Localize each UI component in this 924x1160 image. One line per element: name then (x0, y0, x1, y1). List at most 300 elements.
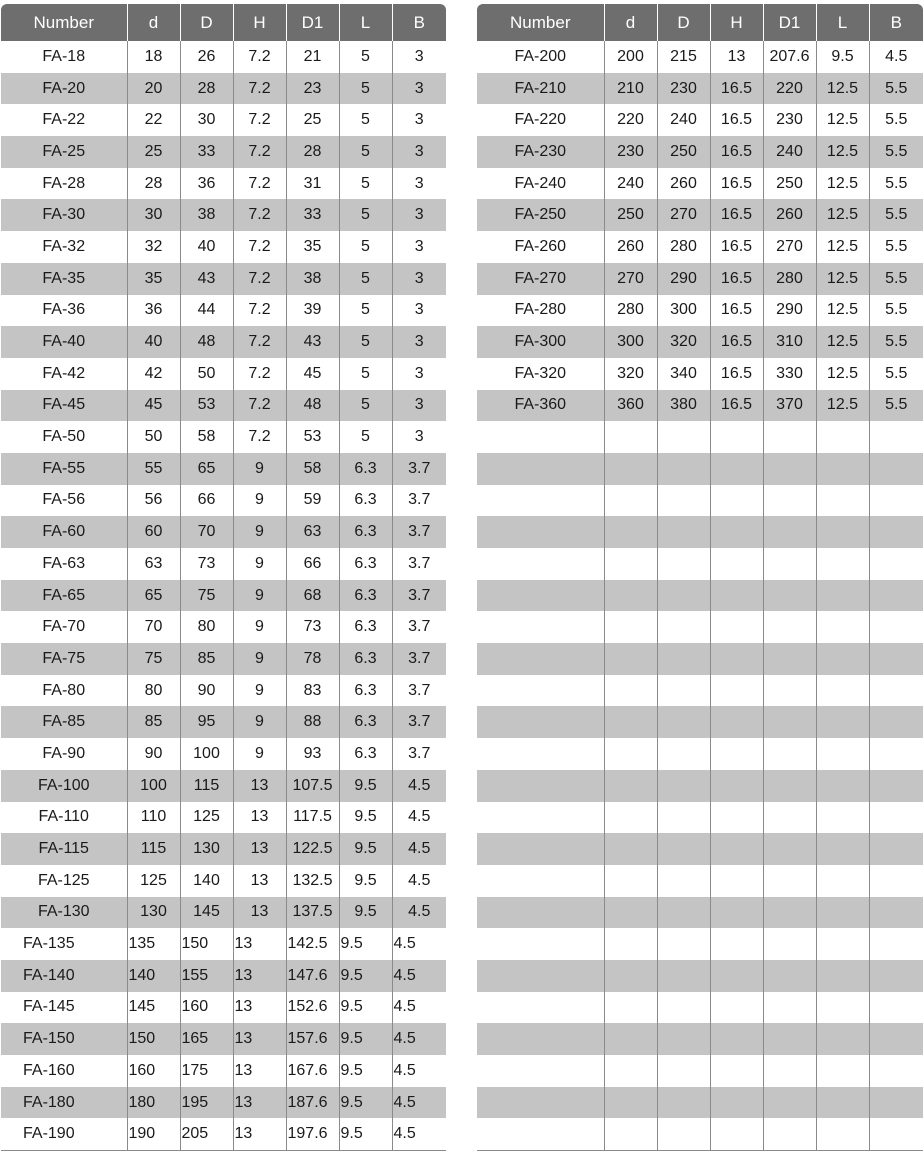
cell-outer-d (657, 1055, 710, 1087)
cell-l (816, 833, 869, 865)
table-row (1, 104, 446, 136)
table-row (1, 1055, 446, 1087)
cell-outer-d: 30 (180, 104, 233, 136)
cell-b (869, 802, 923, 834)
cell-b: 3 (392, 73, 446, 105)
cell-h: 9 (233, 453, 286, 485)
cell-b: 4.5 (392, 960, 446, 992)
spec-table-left (1, 4, 446, 1151)
cell-outer-d: 340 (657, 358, 710, 390)
cell-number: FA-160 (23, 1061, 75, 1079)
cell-b: 3 (392, 263, 446, 295)
cell-number: FA-55 (1, 453, 127, 485)
cell-d: 300 (604, 326, 657, 358)
cell-d: 90 (127, 738, 180, 770)
cell-outer-d: 260 (657, 168, 710, 200)
cell-h: 16.5 (710, 390, 763, 422)
cell-b: 3 (392, 421, 446, 453)
cell-d1: 63 (286, 516, 339, 548)
cell-d: 270 (604, 263, 657, 295)
table-row (1, 611, 446, 643)
cell-b (869, 643, 923, 675)
table-row (1, 548, 446, 580)
cell-number (477, 928, 604, 960)
cell-d1: 38 (286, 263, 339, 295)
cell-d: 55 (127, 453, 180, 485)
cell-outer-d: 270 (657, 199, 710, 231)
cell-d (604, 1118, 657, 1150)
table-row-empty (477, 580, 923, 612)
cell-b (869, 421, 923, 453)
cell-outer-d (657, 928, 710, 960)
cell-number: FA-85 (1, 706, 127, 738)
cell-l (816, 643, 869, 675)
cell-d: 190 (127, 1118, 180, 1150)
cell-number: FA-145 (23, 998, 75, 1016)
cell-outer-d (657, 770, 710, 802)
cell-number: FA-75 (1, 643, 127, 675)
table-row (477, 390, 923, 422)
cell-number (477, 1087, 604, 1119)
table-row (1, 960, 446, 992)
cell-d1 (763, 548, 816, 580)
table-row (1, 231, 446, 263)
cell-h: 13 (233, 897, 286, 929)
cell-d1: 93 (286, 738, 339, 770)
cell-d: 42 (127, 358, 180, 390)
cell-d: 200 (604, 41, 657, 73)
cell-b: 4.5 (869, 41, 923, 73)
table-row (477, 199, 923, 231)
cell-outer-d: 205 (180, 1118, 233, 1150)
table-row-empty (477, 706, 923, 738)
cell-l: 5 (339, 73, 392, 105)
cell-d1 (763, 770, 816, 802)
table-row-empty (477, 802, 923, 834)
cell-d1 (763, 1055, 816, 1087)
table-row-empty (477, 897, 923, 929)
cell-d: 160 (127, 1055, 180, 1087)
cell-b: 3.7 (392, 675, 446, 707)
cell-d: 56 (127, 485, 180, 517)
cell-h (710, 1118, 763, 1150)
cell-h: 9 (233, 516, 286, 548)
cell-d1: 117.5 (286, 802, 339, 834)
cell-h: 13 (233, 865, 286, 897)
cell-outer-d: 38 (180, 199, 233, 231)
cell-d: 360 (604, 390, 657, 422)
cell-l: 9.5 (339, 1118, 392, 1150)
cell-l: 6.3 (339, 485, 392, 517)
cell-h: 7.2 (233, 73, 286, 105)
cell-d1: 43 (286, 326, 339, 358)
cell-d1: 370 (763, 390, 816, 422)
cell-outer-d: 43 (180, 263, 233, 295)
cell-h: 16.5 (710, 199, 763, 231)
cell-d1: 59 (286, 485, 339, 517)
cell-number (477, 802, 604, 834)
cell-number (477, 706, 604, 738)
cell-outer-d: 80 (180, 611, 233, 643)
cell-l: 9.5 (816, 41, 869, 73)
cell-number (477, 833, 604, 865)
cell-outer-d: 280 (657, 231, 710, 263)
cell-outer-d: 58 (180, 421, 233, 453)
cell-l (816, 421, 869, 453)
cell-b: 5.5 (869, 358, 923, 390)
cell-l (816, 802, 869, 834)
cell-l (816, 992, 869, 1024)
table-row (1, 421, 446, 453)
cell-d1: 33 (286, 199, 339, 231)
cell-l: 12.5 (816, 104, 869, 136)
cell-h: 13 (233, 1055, 286, 1087)
cell-d1 (763, 516, 816, 548)
cell-number: FA-28 (42, 174, 86, 192)
cell-b: 4.5 (392, 1023, 446, 1055)
cell-d (604, 675, 657, 707)
cell-h (710, 992, 763, 1024)
cell-l: 9.5 (339, 1023, 392, 1055)
cell-outer-d (657, 897, 710, 929)
cell-l: 9.5 (339, 960, 392, 992)
cell-d: 320 (604, 358, 657, 390)
cell-b: 5.5 (869, 136, 923, 168)
cell-l: 9.5 (339, 1055, 392, 1087)
cell-h: 9 (233, 580, 286, 612)
cell-l: 9.5 (339, 770, 392, 802)
cell-d1: 39 (286, 295, 339, 327)
cell-outer-d (657, 865, 710, 897)
cell-number: FA-270 (477, 263, 604, 295)
cell-h (710, 1087, 763, 1119)
cell-d1: 330 (763, 358, 816, 390)
cell-outer-d: 115 (180, 770, 233, 802)
cell-d1 (763, 833, 816, 865)
table-row (1, 136, 446, 168)
cell-d1: 197.6 (286, 1118, 339, 1150)
cell-outer-d: 100 (180, 738, 233, 770)
cell-d: 230 (604, 136, 657, 168)
table-row (1, 833, 446, 865)
cell-l (816, 580, 869, 612)
cell-l: 5 (339, 390, 392, 422)
cell-d1: 310 (763, 326, 816, 358)
cell-l: 6.3 (339, 516, 392, 548)
cell-d1: 107.5 (286, 770, 339, 802)
cell-l: 6.3 (339, 675, 392, 707)
cell-number: FA-140 (1, 960, 127, 992)
cell-b (869, 897, 923, 929)
table-row (1, 263, 446, 295)
table-row-empty (477, 1118, 923, 1150)
cell-h: 7.2 (233, 421, 286, 453)
cell-b (869, 770, 923, 802)
cell-b: 3 (392, 199, 446, 231)
column-header-d1: D1 (763, 4, 816, 41)
cell-d1: 280 (763, 263, 816, 295)
cell-d (604, 706, 657, 738)
cell-d: 260 (604, 231, 657, 263)
cell-number: FA-110 (38, 808, 89, 826)
cell-l (816, 485, 869, 517)
cell-h: 9 (233, 485, 286, 517)
cell-number (477, 580, 604, 612)
cell-l: 5 (339, 421, 392, 453)
table-row (1, 73, 446, 105)
cell-b: 4.5 (392, 1087, 446, 1119)
cell-d1: 83 (286, 675, 339, 707)
cell-number (477, 960, 604, 992)
cell-l: 12.5 (816, 231, 869, 263)
cell-outer-d: 26 (180, 41, 233, 73)
cell-b (869, 516, 923, 548)
cell-outer-d: 130 (180, 833, 233, 865)
table-header-row (477, 4, 923, 41)
cell-l: 12.5 (816, 326, 869, 358)
cell-b: 5.5 (869, 390, 923, 422)
cell-h: 13 (233, 960, 286, 992)
cell-d1: 45 (286, 358, 339, 390)
cell-number: FA-60 (1, 516, 127, 548)
cell-b: 3.7 (392, 611, 446, 643)
cell-h (710, 1023, 763, 1055)
cell-b (869, 580, 923, 612)
cell-number (477, 675, 604, 707)
table-row (477, 136, 923, 168)
cell-d1: 137.5 (286, 897, 339, 929)
cell-outer-d: 380 (657, 390, 710, 422)
cell-l: 9.5 (339, 1087, 392, 1119)
cell-outer-d: 215 (657, 41, 710, 73)
cell-b: 3 (392, 326, 446, 358)
cell-b: 3.7 (392, 485, 446, 517)
column-header-number: Number (1, 4, 127, 41)
cell-l: 9.5 (339, 802, 392, 834)
cell-number: FA-42 (42, 364, 86, 382)
cell-h: 16.5 (710, 104, 763, 136)
cell-h (710, 770, 763, 802)
table-row (477, 326, 923, 358)
cell-b (869, 485, 923, 517)
cell-d (604, 928, 657, 960)
cell-outer-d: 53 (180, 390, 233, 422)
cell-d: 70 (127, 611, 180, 643)
cell-h: 7.2 (233, 136, 286, 168)
cell-b: 3 (392, 104, 446, 136)
table-row (477, 73, 923, 105)
cell-d1 (763, 1118, 816, 1150)
cell-b: 3 (392, 168, 446, 200)
cell-d: 250 (604, 199, 657, 231)
cell-b (869, 960, 923, 992)
table-row (1, 199, 446, 231)
cell-b (869, 548, 923, 580)
table-row (1, 865, 446, 897)
cell-number: FA-56 (42, 491, 86, 509)
table-row (477, 168, 923, 200)
cell-d (604, 992, 657, 1024)
cell-b: 5.5 (869, 73, 923, 105)
cell-d (604, 1087, 657, 1119)
cell-h: 16.5 (710, 326, 763, 358)
cell-h: 13 (233, 833, 286, 865)
cell-d: 30 (127, 199, 180, 231)
cell-l: 5 (339, 295, 392, 327)
cell-d1 (763, 992, 816, 1024)
cell-b (869, 1087, 923, 1119)
cell-d1: 230 (763, 104, 816, 136)
cell-b: 5.5 (869, 199, 923, 231)
cell-outer-d: 155 (180, 960, 233, 992)
cell-l (816, 706, 869, 738)
cell-l (816, 770, 869, 802)
cell-d: 150 (127, 1023, 180, 1055)
cell-d: 40 (127, 326, 180, 358)
cell-outer-d (657, 453, 710, 485)
cell-b: 4.5 (392, 802, 446, 834)
cell-outer-d: 125 (180, 802, 233, 834)
cell-d1 (763, 675, 816, 707)
table-row-empty (477, 1023, 923, 1055)
cell-number: FA-20 (1, 73, 127, 105)
cell-number: FA-22 (42, 111, 86, 129)
table-row-empty (477, 421, 923, 453)
cell-d (604, 611, 657, 643)
table-row (1, 453, 446, 485)
cell-number (477, 643, 604, 675)
cell-d: 36 (127, 295, 180, 327)
cell-outer-d (657, 992, 710, 1024)
cell-b (869, 833, 923, 865)
cell-h: 13 (233, 802, 286, 834)
cell-h (710, 611, 763, 643)
cell-d (604, 738, 657, 770)
cell-outer-d: 230 (657, 73, 710, 105)
cell-d1: 187.6 (286, 1087, 339, 1119)
cell-outer-d: 95 (180, 706, 233, 738)
table-row-empty (477, 770, 923, 802)
cell-outer-d (657, 802, 710, 834)
cell-l: 5 (339, 326, 392, 358)
cell-number: FA-36 (42, 301, 86, 319)
cell-h: 9 (233, 611, 286, 643)
cell-number: FA-40 (1, 326, 127, 358)
cell-d: 85 (127, 706, 180, 738)
cell-d: 35 (127, 263, 180, 295)
cell-d: 80 (127, 675, 180, 707)
cell-h (710, 485, 763, 517)
cell-number: FA-230 (477, 136, 604, 168)
cell-d1: 28 (286, 136, 339, 168)
cell-h: 7.2 (233, 358, 286, 390)
cell-d1 (763, 421, 816, 453)
cell-outer-d: 165 (180, 1023, 233, 1055)
cell-number: FA-300 (477, 326, 604, 358)
cell-h (710, 421, 763, 453)
cell-l: 12.5 (816, 168, 869, 200)
cell-b: 5.5 (869, 263, 923, 295)
cell-l: 5 (339, 41, 392, 73)
cell-l (816, 1023, 869, 1055)
cell-number: FA-90 (42, 744, 86, 762)
cell-d1 (763, 706, 816, 738)
cell-number: FA-360 (477, 390, 604, 422)
table-row (1, 1023, 446, 1055)
column-header-h: H (710, 4, 763, 41)
cell-d (604, 1055, 657, 1087)
table-row (477, 295, 923, 327)
column-header-d1: D1 (286, 4, 339, 41)
column-header-number: Number (477, 4, 604, 41)
cell-number: FA-150 (1, 1023, 127, 1055)
cell-outer-d: 250 (657, 136, 710, 168)
cell-h: 9 (233, 675, 286, 707)
table-row-empty (477, 548, 923, 580)
cell-h (710, 548, 763, 580)
cell-d (604, 548, 657, 580)
cell-number: FA-200 (514, 47, 567, 65)
cell-h: 13 (233, 928, 286, 960)
cell-l: 12.5 (816, 263, 869, 295)
cell-outer-d: 160 (180, 992, 233, 1024)
table-row (1, 802, 446, 834)
cell-l: 5 (339, 104, 392, 136)
cell-d (604, 833, 657, 865)
cell-d1: 240 (763, 136, 816, 168)
cell-outer-d (657, 485, 710, 517)
cell-h (710, 643, 763, 675)
cell-d (604, 1023, 657, 1055)
table-row (1, 928, 446, 960)
cell-l (816, 548, 869, 580)
cell-outer-d: 175 (180, 1055, 233, 1087)
cell-d (604, 770, 657, 802)
cell-d1 (763, 865, 816, 897)
cell-number: FA-25 (1, 136, 127, 168)
cell-b: 5.5 (869, 326, 923, 358)
cell-b: 3.7 (392, 548, 446, 580)
table-row-empty (477, 833, 923, 865)
cell-l (816, 960, 869, 992)
cell-h (710, 865, 763, 897)
cell-b: 5.5 (869, 295, 923, 327)
cell-outer-d: 44 (180, 295, 233, 327)
cell-d: 28 (127, 168, 180, 200)
cell-outer-d (657, 833, 710, 865)
cell-outer-d: 66 (180, 485, 233, 517)
cell-l: 6.3 (339, 738, 392, 770)
cell-b: 4.5 (392, 770, 446, 802)
cell-h: 7.2 (233, 199, 286, 231)
cell-number: FA-32 (42, 237, 86, 255)
cell-d1: 207.6 (763, 41, 816, 73)
cell-d1 (763, 580, 816, 612)
cell-d: 75 (127, 643, 180, 675)
cell-b (869, 1055, 923, 1087)
cell-b (869, 1118, 923, 1150)
cell-b: 5.5 (869, 231, 923, 263)
cell-number (477, 865, 604, 897)
cell-outer-d: 75 (180, 580, 233, 612)
cell-outer-d (657, 421, 710, 453)
cell-outer-d: 85 (180, 643, 233, 675)
spec-table-right-body (477, 41, 923, 1151)
cell-b: 4.5 (392, 1055, 446, 1087)
cell-h (710, 928, 763, 960)
cell-l: 5 (339, 136, 392, 168)
cell-h: 7.2 (233, 326, 286, 358)
